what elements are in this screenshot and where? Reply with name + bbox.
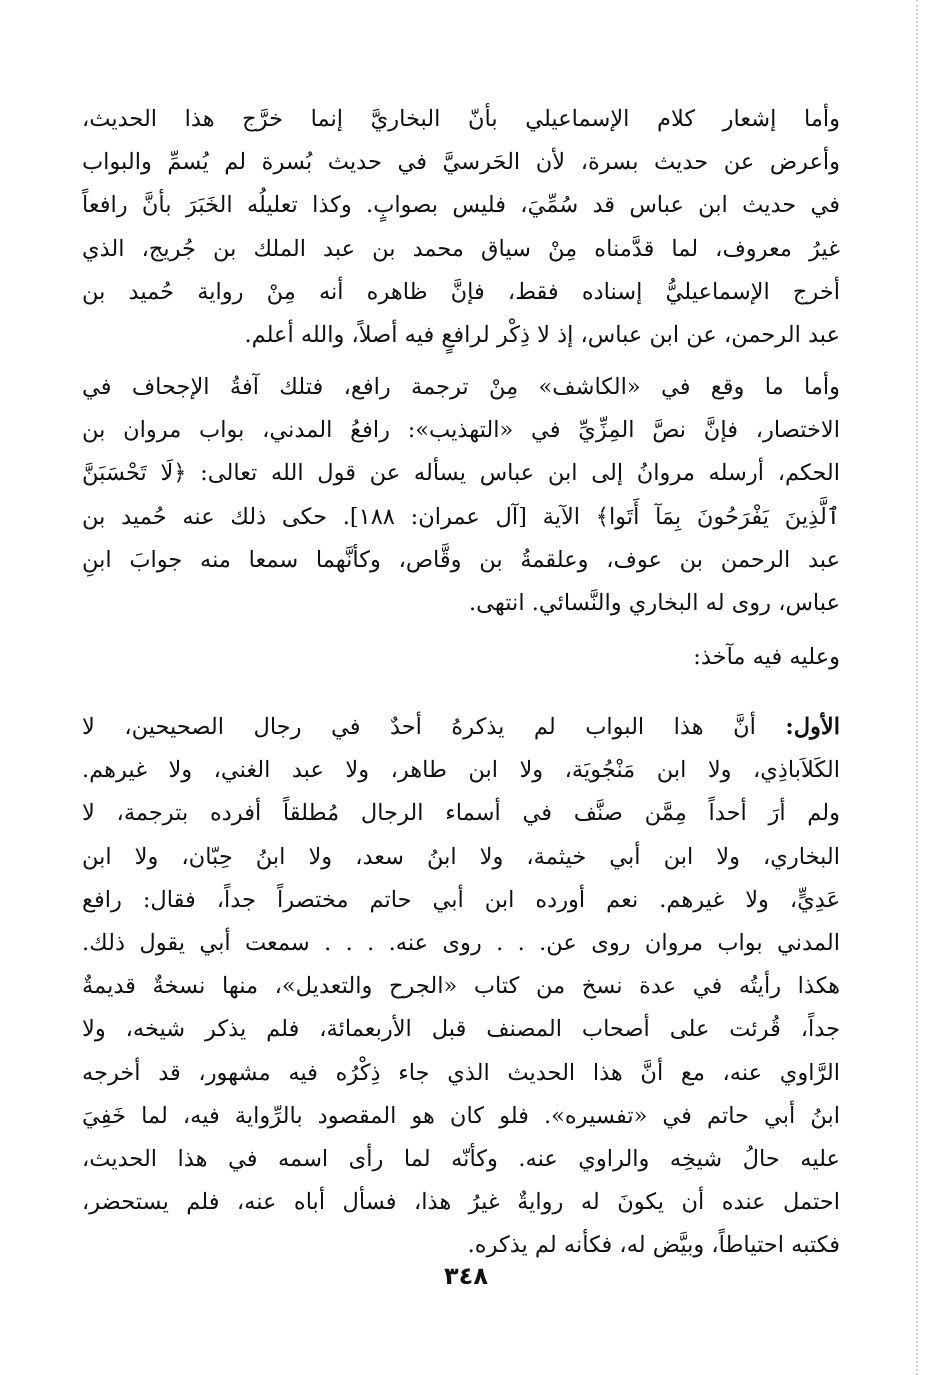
- text-line: جداً، قُرئت على أصحاب المصنف قبل الأربعمائة، فلم يذكر شيخه، ولا: [82, 1016, 840, 1043]
- text-line: عَدِيٍّ، ولا غيرهم. نعم أورده ابن أبي حاتم مختصراً جداً، فقال: رافع: [82, 886, 840, 913]
- text-line: الرَّاوي عنه، مع أنَّ هذا الحديث الذي جاء ذِكْرُه فيه مشهور، قد أخرجه: [82, 1059, 840, 1086]
- text-line: هكذا رأيتُه في عدة نسخ من كتاب «الجرح والتعديل»، منها نسخةٌ قديمةٌ: [82, 973, 840, 1000]
- text-line: وأما ما وقع في «الكاشف» مِنْ ترجمة رافع، فتلك آفةُ الإجحاف في: [82, 374, 840, 400]
- text-line: ولم أرَ أحداً مِمَّن صنَّف في أسماء الرجال مُطلقاً أفرده بترجمة، لا: [82, 800, 840, 827]
- text-line: الكَلاَباذِي، ولا ابن مَنْجُويَة، ولا ابن طاهر، ولا عبد الغني، ولا غيرهم.: [82, 757, 840, 784]
- text-line: ابنُ أبي حاتم في «تفسيره». فلو كان هو المقصود بالرِّواية فيه، لما خَفِيَ: [82, 1102, 840, 1129]
- text-line: فكتبه احتياطاً، وبيَّض له، فكأنه لم يذكره.: [467, 1232, 840, 1259]
- text-line: عباس، روى له البخاري والنَّسائي. انتهى.: [468, 589, 840, 616]
- text-line: احتمل عنده أن يكونَ له روايةٌ غيرُ هذا، فسأل أباه عنه، فلم يستحضر،: [82, 1189, 840, 1216]
- paragraph-2: [82, 366, 840, 625]
- text-line-content: أنَّ هذا البواب لم يذكرهُ أحدٌ في رجال الصحيحين، لا: [82, 714, 756, 740]
- paragraph-3: [82, 636, 840, 679]
- text-line-with-lead: [82, 706, 840, 749]
- scan-edge-decoration: [914, 0, 918, 1375]
- text-line: وأما إشعار كلام الإسماعيلي بأنّ البخاريَّ إنما خرَّج هذا الحديث،: [82, 106, 840, 132]
- paragraph-1: [82, 98, 840, 357]
- text-line: عبد الرحمن بن عوف، وعلقمةُ بن وقَّاص، وكأنَّهما سمعا منه جوابَ ابنِ: [82, 546, 840, 573]
- text-line: ٱلَّذِينَ يَفْرَحُونَ بِمَآ أَتَوا﴾ الآية [آل عمران: ١٨٨]. حكى ذلك عنه حُميد بن: [82, 503, 840, 530]
- text-line: وعليه فيه مآخذ:: [693, 644, 840, 670]
- text-line: أخرج الإسماعيليُّ إسناده فقط، فإنَّ ظاهره أنه مِنْ رواية حُميد بن: [82, 278, 840, 305]
- text-line: البخاري، ولا ابن أبي خيثمة، ولا ابنُ سعد، ولا ابنُ حِبّان، ولا ابن: [82, 843, 840, 870]
- paragraph-4: [82, 706, 840, 1267]
- text-line: وأعرض عن حديث بسرة، لأن الحَرسيَّ في حديث بُسرة لم يُسمِّ والبواب: [82, 149, 840, 176]
- text-line: عبد الرحمن، عن ابن عباس، إذ لا ذِكْر لرافعٍ فيه أصلاً، والله أعلم.: [244, 321, 840, 348]
- text-line: في حديث ابن عباس قد سُمِّيَ، فليس بصوابٍ. وكذا تعليلُه الخَبَرَ بأنَّ رافعاً: [82, 192, 840, 219]
- section-lead-label: الأول:: [785, 714, 840, 740]
- text-line: عليه حالُ شيخِه والراوي عنه. وكأنّه لما رأى اسمه في هذا الحديث،: [82, 1145, 840, 1172]
- text-line: الاختصار، فإنَّ نصَّ المِزِّيِّ في «التهذيب»: رافعُ المدني، بواب مروان بن: [82, 417, 840, 444]
- text-line: غيرُ معروف، لما قدَّمناه مِنْ سياق محمد بن عبد الملك بن جُريج، الذي: [82, 235, 840, 262]
- page-number: ٣٤٨: [444, 1262, 488, 1290]
- text-line: المدني بواب مروان روى عن. . . روى عنه. . . . سمعت أبي يقول ذلك.: [82, 929, 840, 956]
- text-line: الحكم، أرسله مروانُ إلى ابن عباس يسأله عن قول الله تعالى: ﴿لَا تَحْسَبَنَّ: [82, 460, 840, 487]
